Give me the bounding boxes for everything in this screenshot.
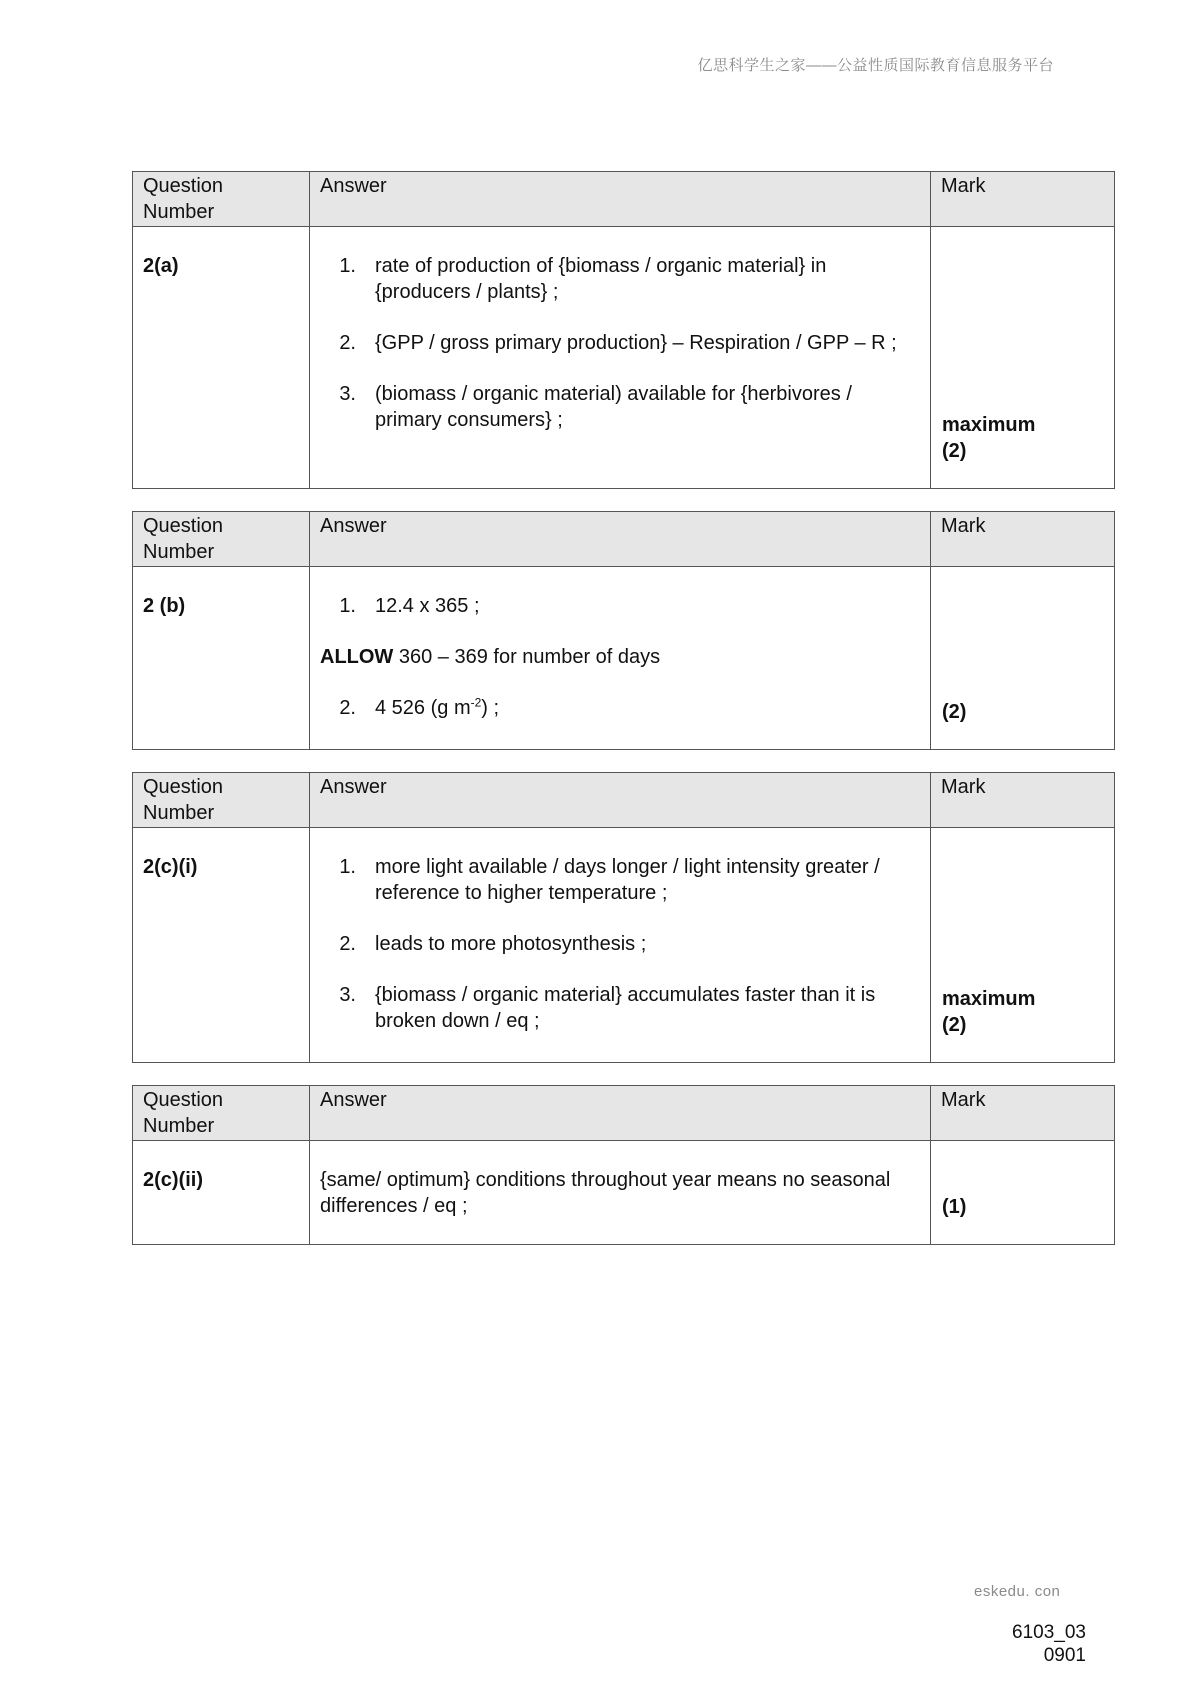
header-mark: Mark (931, 512, 1115, 567)
item-number: 2. (339, 332, 356, 354)
question-number: 2(a) (133, 227, 310, 489)
header-answer: Answer (310, 172, 931, 227)
paper-code-line: 0901 (1043, 1645, 1086, 1666)
table-row (133, 828, 1115, 1063)
question-number: 2(c)(ii) (133, 1141, 310, 1245)
mark-cell (931, 828, 1115, 1063)
header-question-number: Question Number (133, 172, 310, 227)
mark-scheme-table-2a (132, 171, 1115, 489)
mark-scheme-table-2cii (132, 1085, 1115, 1245)
answer-item (320, 253, 920, 305)
allow-note (320, 644, 920, 670)
paper-code (1012, 1621, 1086, 1667)
answer-item (320, 854, 920, 906)
answer-cell (310, 1141, 931, 1245)
allow-text: 360 – 369 for number of days (393, 646, 661, 668)
answer-item (320, 931, 920, 957)
table-row (133, 227, 1115, 489)
header-answer: Answer (310, 1086, 931, 1141)
answer-cell (310, 567, 931, 750)
answer-item (320, 381, 920, 433)
item-text: rate of production of {biomass / organic material} in {producers / plants} ; (375, 255, 827, 303)
header-question-number: Question Number (133, 773, 310, 828)
item-text: 12.4 x 365 ; (375, 595, 480, 617)
mark-value: (2) (942, 701, 967, 723)
unit-superscript: -2 (470, 695, 482, 710)
item-text: {biomass / organic material} accumulates faster than it is broken down / eq ; (375, 984, 876, 1032)
header-mark: Mark (931, 172, 1115, 227)
mark-cell (931, 567, 1115, 750)
mark-cell (931, 227, 1115, 489)
item-number: 3. (339, 984, 356, 1006)
answer-cell (310, 227, 931, 489)
answer-item (320, 330, 920, 356)
item-text (375, 695, 920, 721)
answer-text: {same/ optimum} conditions throughout year means no seasonal differences / eq ; (320, 1169, 891, 1217)
item-number: 1. (339, 255, 356, 277)
header-mark: Mark (931, 1086, 1115, 1141)
table-header-row (133, 172, 1115, 227)
answer-item (320, 695, 920, 721)
answer-item (320, 593, 920, 619)
watermark-header: 亿思科学生之家——公益性质国际教育信息服务平台 (697, 57, 1054, 74)
item-number: 1. (339, 595, 356, 617)
item-number: 1. (339, 856, 356, 878)
allow-label: ALLOW (320, 646, 394, 668)
table-row (133, 567, 1115, 750)
mark-value: (1) (942, 1196, 967, 1218)
question-number: 2(c)(i) (133, 828, 310, 1063)
item-text: leads to more photosynthesis ; (375, 933, 647, 955)
mark-scheme-table-2ci (132, 772, 1115, 1063)
item-text: (biomass / organic material) available for {herbivores / primary consumers} ; (375, 383, 852, 431)
mark-value: maximum (2) (942, 988, 1036, 1036)
item-number: 3. (339, 383, 356, 405)
table-header-row (133, 1086, 1115, 1141)
header-answer: Answer (310, 773, 931, 828)
answer-item (320, 982, 920, 1034)
header-answer: Answer (310, 512, 931, 567)
item-text-part: 4 526 (g m (375, 697, 471, 719)
answer-cell (310, 828, 931, 1063)
mark-value: maximum (2) (942, 414, 1036, 462)
table-header-row (133, 512, 1115, 567)
header-question-number: Question Number (133, 512, 310, 567)
mark-cell (931, 1141, 1115, 1245)
header-mark: Mark (931, 773, 1115, 828)
item-text: {GPP / gross primary production} – Respiration / GPP – R ; (375, 332, 897, 354)
footer-watermark: eskedu. con (974, 1583, 1061, 1600)
table-header-row (133, 773, 1115, 828)
item-text: more light available / days longer / light intensity greater / reference to higher temperature ; (375, 856, 880, 904)
mark-scheme-table-2b (132, 511, 1115, 750)
header-question-number: Question Number (133, 1086, 310, 1141)
paper-code-line: 6103_03 (1012, 1622, 1086, 1643)
item-text-part: ) ; (481, 697, 500, 719)
item-number: 2. (339, 697, 356, 719)
item-number: 2. (339, 933, 356, 955)
table-row (133, 1141, 1115, 1245)
question-number: 2 (b) (133, 567, 310, 750)
